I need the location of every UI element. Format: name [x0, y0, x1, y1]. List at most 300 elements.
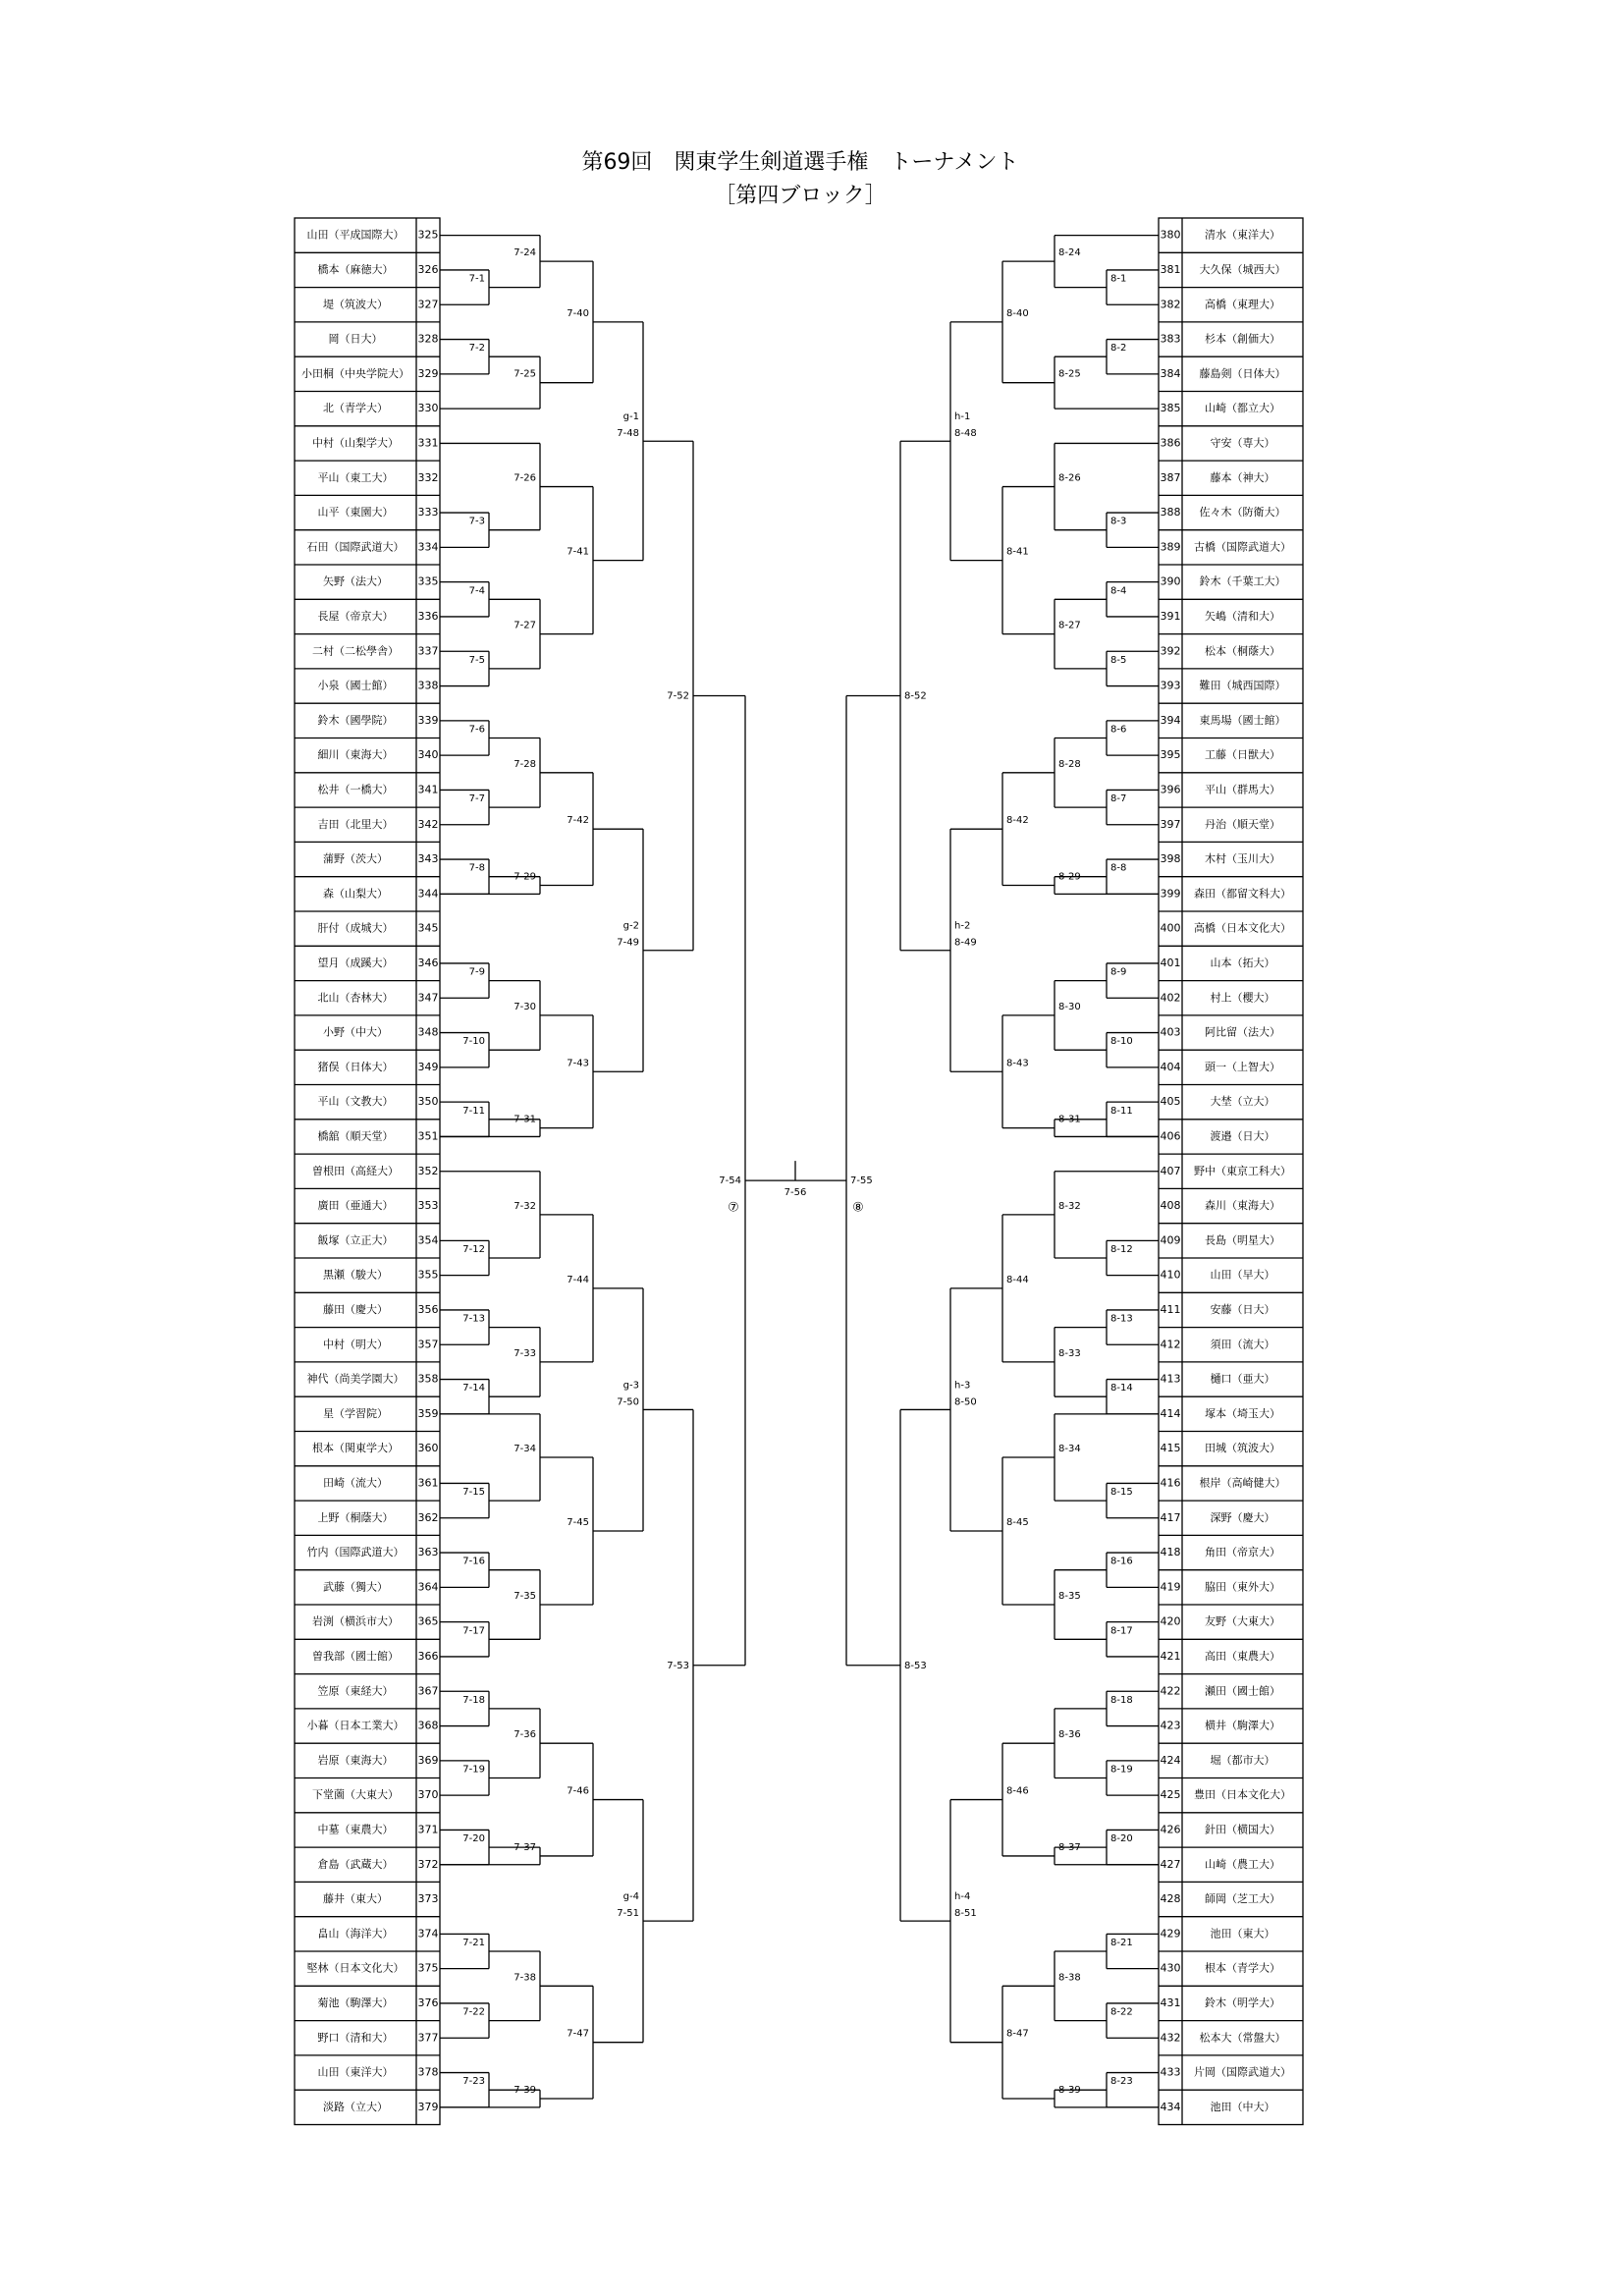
player-number: 329: [417, 366, 439, 380]
match-label: 8-16: [1110, 1556, 1133, 1567]
player-number: 430: [1160, 1961, 1181, 1975]
match-label: 7-6: [468, 724, 485, 736]
player-number: 410: [1160, 1268, 1181, 1282]
match-label: 7-39: [514, 2085, 536, 2097]
player-number: 352: [417, 1164, 439, 1177]
player-name: 倉島（武蔵大）: [317, 1857, 394, 1871]
match-label: 7-4: [468, 585, 485, 597]
match-label: 8-3: [1110, 516, 1127, 527]
player-name: 鈴木（國學院）: [317, 713, 394, 727]
player-number: 372: [417, 1857, 439, 1871]
match-label: 7-29: [514, 871, 536, 883]
match-label: 7-34: [514, 1443, 536, 1454]
player-name: 小暮（日本工業大）: [306, 1719, 405, 1732]
match-label: 7-44: [567, 1274, 589, 1285]
match-label: 7-14: [462, 1383, 485, 1394]
player-name: 深野（慶大）: [1210, 1510, 1275, 1524]
match-label: 7-3: [468, 516, 485, 527]
player-number: 401: [1160, 956, 1181, 969]
match-label: 7-33: [514, 1347, 536, 1359]
match-label: 8-44: [1006, 1274, 1029, 1285]
player-number: 330: [417, 402, 439, 415]
player-number: 346: [417, 956, 439, 969]
player-name: 吉田（北里大）: [317, 817, 394, 831]
player-name: 大埜（立大）: [1210, 1095, 1275, 1109]
player-number: 340: [417, 748, 439, 762]
player-number: 411: [1160, 1302, 1181, 1316]
player-name: 上野（桐蔭大）: [317, 1510, 394, 1524]
player-name: 針田（横国大）: [1205, 1823, 1280, 1836]
player-name: 野中（東京工科大）: [1194, 1164, 1291, 1177]
player-number: 337: [417, 644, 439, 658]
match-label: 7-22: [462, 2006, 485, 2018]
player-name: 頭一（上智大）: [1205, 1060, 1280, 1073]
player-name: 杉本（創価大）: [1205, 332, 1280, 346]
player-name: 山田（早大）: [1210, 1268, 1275, 1282]
player-name: 飯塚（立正大）: [317, 1233, 394, 1247]
player-name: 笠原（東経大）: [317, 1684, 394, 1698]
player-number: 396: [1160, 783, 1181, 796]
player-number: 326: [417, 262, 439, 276]
player-number: 393: [1160, 679, 1181, 692]
match-label: 7-24: [514, 247, 536, 259]
player-name: 高橋（東理大）: [1205, 298, 1280, 311]
player-number: 413: [1160, 1372, 1181, 1386]
match-label: 8-18: [1110, 1694, 1133, 1706]
player-name: 佐々木（防衛大）: [1199, 506, 1286, 519]
match-label: 7-13: [462, 1313, 485, 1325]
player-name: 岡（日大）: [328, 332, 383, 346]
player-name: 野口（清和大）: [317, 2031, 394, 2045]
match-label: 8-22: [1110, 2006, 1133, 2018]
player-number: 431: [1160, 1995, 1181, 2009]
match-label: 8-32: [1058, 1200, 1081, 1212]
player-name: 中村（明大）: [323, 1338, 388, 1351]
match-label: 7-10: [462, 1036, 485, 1048]
match-label: 7-37: [514, 1841, 536, 1853]
player-number: 408: [1160, 1199, 1181, 1213]
player-number: 357: [417, 1338, 439, 1351]
match-label: 8-10: [1110, 1036, 1133, 1048]
player-name: 堤（筑波大）: [323, 298, 388, 311]
player-number: 385: [1160, 402, 1181, 415]
player-number: 433: [1160, 2065, 1181, 2079]
player-name: 山崎（都立大）: [1205, 402, 1280, 415]
match-label: 7-18: [462, 1694, 485, 1706]
player-number: 419: [1160, 1580, 1181, 1594]
player-name: 武藤（獨大）: [323, 1580, 388, 1594]
player-name: 工藤（日獣大）: [1205, 748, 1280, 762]
player-number: 331: [417, 436, 439, 450]
match-label: 8-40: [1006, 307, 1029, 319]
player-name: 黒瀬（駿大）: [323, 1268, 388, 1282]
player-name: 角田（帝京大）: [1205, 1546, 1280, 1559]
player-number: 425: [1160, 1788, 1181, 1802]
block-mark: ⑧: [852, 1200, 864, 1216]
player-name: 山田（平成国際大）: [306, 228, 405, 242]
group-label: h-1: [954, 411, 971, 423]
match-label: 7-12: [462, 1244, 485, 1255]
match-label: 7-53: [667, 1660, 689, 1671]
player-number: 415: [1160, 1442, 1181, 1455]
player-number: 338: [417, 679, 439, 692]
player-name: 松本大（常盤大）: [1199, 2031, 1286, 2045]
player-name: 大久保（城西大）: [1199, 262, 1286, 276]
match-label: 7-19: [462, 1764, 485, 1776]
match-label: 7-38: [514, 1972, 536, 1984]
match-label: 7-50: [617, 1396, 639, 1408]
player-name: 畠山（海洋大）: [317, 1927, 394, 1941]
match-label: 7-31: [514, 1114, 536, 1125]
player-number: 384: [1160, 366, 1181, 380]
player-name: 菊池（駒澤大）: [317, 1995, 394, 2009]
group-label: g-4: [622, 1891, 639, 1903]
player-number: 377: [417, 2031, 439, 2045]
player-number: 421: [1160, 1649, 1181, 1663]
player-number: 403: [1160, 1025, 1181, 1039]
match-label: 7-23: [462, 2076, 485, 2088]
player-number: 397: [1160, 817, 1181, 831]
player-name: 平山（群馬大）: [1205, 783, 1280, 796]
semifinal-label: 7-54: [719, 1175, 741, 1187]
player-number: 328: [417, 332, 439, 346]
player-number: 395: [1160, 748, 1181, 762]
player-number: 381: [1160, 262, 1181, 276]
match-label: 8-28: [1058, 758, 1081, 770]
player-name: 池田（中大）: [1210, 2100, 1275, 2113]
player-name: 北山（杏林大）: [317, 991, 394, 1005]
player-number: 356: [417, 1302, 439, 1316]
player-name: 鈴木（千葉工大）: [1199, 574, 1286, 588]
player-number: 348: [417, 1025, 439, 1039]
player-number: 353: [417, 1199, 439, 1213]
player-name: 森田（都留文科大）: [1194, 887, 1291, 901]
match-label: 8-48: [954, 428, 977, 440]
player-name: 渡邉（日大）: [1210, 1129, 1275, 1143]
match-label: 7-43: [567, 1058, 589, 1069]
match-label: 8-26: [1058, 472, 1081, 484]
player-name: 矢野（法大）: [323, 574, 388, 588]
match-label: 7-36: [514, 1729, 536, 1741]
player-name: 中墓（東農大）: [317, 1823, 394, 1836]
player-name: 小泉（國士館）: [317, 679, 394, 692]
player-number: 347: [417, 991, 439, 1005]
match-label: 8-35: [1058, 1591, 1081, 1602]
player-name: 片岡（国際武道大）: [1194, 2065, 1291, 2079]
player-number: 412: [1160, 1338, 1181, 1351]
player-name: 松井（一橋大）: [317, 783, 394, 796]
match-label: 8-25: [1058, 368, 1081, 380]
player-number: 390: [1160, 574, 1181, 588]
player-number: 387: [1160, 470, 1181, 484]
player-name: 小野（中大）: [323, 1025, 388, 1039]
player-number: 364: [417, 1580, 439, 1594]
player-number: 422: [1160, 1684, 1181, 1698]
player-number: 417: [1160, 1510, 1181, 1524]
match-label: 7-35: [514, 1591, 536, 1602]
match-label: 8-2: [1110, 343, 1127, 355]
player-number: 341: [417, 783, 439, 796]
player-name: 二村（二松學舎）: [312, 644, 399, 658]
player-number: 358: [417, 1372, 439, 1386]
player-name: 樋口（亜大）: [1210, 1372, 1275, 1386]
player-name: 須田（流大）: [1210, 1338, 1275, 1351]
player-name: 藤島剣（日体大）: [1199, 366, 1286, 380]
player-number: 405: [1160, 1095, 1181, 1109]
player-number: 339: [417, 713, 439, 727]
player-number: 332: [417, 470, 439, 484]
match-label: 8-52: [904, 690, 927, 702]
match-label: 8-29: [1058, 871, 1081, 883]
player-number: 361: [417, 1476, 439, 1490]
player-number: 373: [417, 1892, 439, 1906]
player-name: 鈴木（明学大）: [1205, 1995, 1280, 2009]
player-number: 325: [417, 228, 439, 242]
match-label: 7-42: [567, 815, 589, 827]
player-name: 難田（城西国際）: [1199, 679, 1286, 692]
player-name: 豊田（日本文化大）: [1194, 1788, 1291, 1802]
group-label: h-2: [954, 920, 971, 932]
player-name: 堅林（日本文化大）: [306, 1961, 405, 1975]
player-number: 394: [1160, 713, 1181, 727]
match-label: 8-1: [1110, 273, 1127, 285]
player-name: 清水（東洋大）: [1205, 228, 1280, 242]
player-name: 脇田（東外大）: [1205, 1580, 1280, 1594]
player-number: 406: [1160, 1129, 1181, 1143]
player-name: 友野（大東大）: [1205, 1614, 1280, 1628]
player-name: 高田（東農大）: [1205, 1649, 1280, 1663]
player-number: 370: [417, 1788, 439, 1802]
match-label: 7-41: [567, 546, 589, 558]
player-name: 山崎（農工大）: [1205, 1857, 1280, 1871]
player-name: 曽我部（國士館）: [312, 1649, 399, 1663]
match-label: 8-49: [954, 937, 977, 949]
match-label: 8-7: [1110, 793, 1127, 805]
player-number: 382: [1160, 298, 1181, 311]
match-label: 7-48: [617, 428, 639, 440]
player-number: 398: [1160, 852, 1181, 866]
player-name: 肝付（成城大）: [317, 921, 394, 935]
match-label: 8-19: [1110, 1764, 1133, 1776]
match-label: 7-52: [667, 690, 689, 702]
match-label: 7-49: [617, 937, 639, 949]
match-label: 7-26: [514, 472, 536, 484]
player-name: 丹治（順天堂）: [1205, 817, 1280, 831]
player-name: 根本（青学大）: [1205, 1961, 1280, 1975]
player-name: 長屋（帝京大）: [317, 609, 394, 623]
player-number: 369: [417, 1753, 439, 1767]
player-number: 407: [1160, 1164, 1181, 1177]
player-number: 414: [1160, 1406, 1181, 1420]
match-label: 8-39: [1058, 2085, 1081, 2097]
player-number: 374: [417, 1927, 439, 1941]
match-label: 7-32: [514, 1200, 536, 1212]
match-label: 8-36: [1058, 1729, 1081, 1741]
match-label: 7-21: [462, 1938, 485, 1948]
player-number: 427: [1160, 1857, 1181, 1871]
player-name: 蒲野（茨大）: [323, 852, 388, 866]
match-label: 8-13: [1110, 1313, 1133, 1325]
match-label: 8-46: [1006, 1785, 1029, 1797]
player-name: 森（山梨大）: [323, 887, 388, 901]
match-label: 8-50: [954, 1396, 977, 1408]
player-name: 田崎（流大）: [323, 1476, 388, 1490]
page-subtitle: ［第四ブロック］: [714, 184, 887, 208]
match-label: 7-7: [468, 793, 485, 805]
match-label: 7-28: [514, 758, 536, 770]
player-name: 岩原（東海大）: [317, 1753, 394, 1767]
final-label: 7-56: [784, 1187, 807, 1199]
page-title: 第69回 関東学生剣道選手権 トーナメント: [581, 150, 1019, 175]
player-number: 343: [417, 852, 439, 866]
player-name: 藤井（東大）: [323, 1892, 388, 1906]
player-name: 小田桐（中央学院大）: [301, 366, 409, 380]
match-label: 7-27: [514, 620, 536, 631]
block-mark: ⑦: [728, 1200, 739, 1216]
group-label: h-3: [954, 1380, 971, 1392]
player-number: 342: [417, 817, 439, 831]
player-name: 平山（東工大）: [317, 470, 394, 484]
player-name: 藤本（神大）: [1210, 470, 1275, 484]
match-label: 8-12: [1110, 1244, 1133, 1255]
player-number: 354: [417, 1233, 439, 1247]
player-number: 333: [417, 506, 439, 519]
player-name: 池田（東大）: [1210, 1927, 1275, 1941]
semifinal-label: 7-55: [850, 1175, 873, 1187]
player-number: 327: [417, 298, 439, 311]
player-name: 塚本（埼玉大）: [1205, 1406, 1280, 1420]
player-name: 藤田（慶大）: [323, 1302, 388, 1316]
player-number: 359: [417, 1406, 439, 1420]
match-label: 7-5: [468, 654, 485, 666]
match-label: 8-30: [1058, 1001, 1081, 1012]
player-name: 山田（東洋大）: [317, 2065, 394, 2079]
match-label: 7-46: [567, 1785, 589, 1797]
player-name: 東馬場（國士館）: [1199, 713, 1286, 727]
match-label: 7-51: [617, 1908, 639, 1920]
match-label: 8-38: [1058, 1972, 1081, 1984]
match-label: 8-47: [1006, 2028, 1029, 2040]
player-name: 石田（国際武道大）: [306, 540, 405, 554]
match-label: 8-37: [1058, 1841, 1081, 1853]
player-name: 守安（専大）: [1210, 436, 1275, 450]
player-name: 阿比留（法大）: [1205, 1025, 1280, 1039]
match-label: 8-17: [1110, 1625, 1133, 1637]
match-label: 8-42: [1006, 815, 1029, 827]
player-name: 堀（都市大）: [1210, 1753, 1275, 1767]
match-label: 8-43: [1006, 1058, 1029, 1069]
player-name: 山平（東園大）: [317, 506, 394, 519]
match-label: 8-14: [1110, 1383, 1133, 1394]
match-label: 7-30: [514, 1001, 536, 1012]
player-number: 418: [1160, 1546, 1181, 1559]
player-number: 428: [1160, 1892, 1181, 1906]
player-number: 334: [417, 540, 439, 554]
player-name: 根岸（高崎健大）: [1199, 1476, 1286, 1490]
player-number: 383: [1160, 332, 1181, 346]
player-number: 404: [1160, 1060, 1181, 1073]
match-label: 8-51: [954, 1908, 977, 1920]
player-name: 瀬田（國士館）: [1205, 1684, 1280, 1698]
player-name: 廣田（亜通大）: [317, 1199, 394, 1213]
player-name: 中村（山梨学大）: [312, 436, 399, 450]
player-number: 392: [1160, 644, 1181, 658]
player-name: 星（学習院）: [323, 1406, 388, 1420]
player-name: 橋本（麻徳大）: [317, 262, 394, 276]
player-number: 416: [1160, 1476, 1181, 1490]
match-label: 7-17: [462, 1625, 485, 1637]
match-label: 8-5: [1110, 654, 1127, 666]
match-label: 7-2: [468, 343, 485, 355]
player-number: 380: [1160, 228, 1181, 242]
player-number: 355: [417, 1268, 439, 1282]
player-name: 横井（駒澤大）: [1205, 1719, 1280, 1732]
player-name: 村上（櫻大）: [1210, 991, 1275, 1005]
player-number: 363: [417, 1546, 439, 1559]
player-name: 下堂薗（大東大）: [312, 1788, 399, 1802]
match-label: 8-27: [1058, 620, 1081, 631]
player-name: 細川（東海大）: [317, 748, 394, 762]
match-label: 7-9: [468, 966, 485, 978]
player-number: 434: [1160, 2100, 1181, 2113]
match-label: 8-20: [1110, 1833, 1133, 1845]
player-name: 松本（桐蔭大）: [1205, 644, 1280, 658]
group-label: g-1: [622, 411, 639, 423]
player-number: 399: [1160, 887, 1181, 901]
match-label: 8-41: [1006, 546, 1029, 558]
player-name: 望月（成蹊大）: [317, 956, 394, 969]
match-label: 7-15: [462, 1487, 485, 1499]
player-name: 古橋（国際武道大）: [1194, 540, 1291, 554]
match-label: 8-9: [1110, 966, 1127, 978]
player-number: 426: [1160, 1823, 1181, 1836]
match-label: 8-21: [1110, 1938, 1133, 1948]
match-label: 7-20: [462, 1833, 485, 1845]
match-label: 8-45: [1006, 1516, 1029, 1528]
match-label: 8-31: [1058, 1114, 1081, 1125]
player-number: 349: [417, 1060, 439, 1073]
player-number: 350: [417, 1095, 439, 1109]
player-name: 竹内（国際武道大）: [306, 1546, 405, 1559]
match-label: 7-8: [468, 862, 485, 874]
player-number: 389: [1160, 540, 1181, 554]
player-number: 432: [1160, 2031, 1181, 2045]
group-label: g-3: [622, 1380, 639, 1392]
match-label: 8-15: [1110, 1487, 1133, 1499]
player-number: 388: [1160, 506, 1181, 519]
match-label: 7-11: [462, 1105, 485, 1117]
player-number: 362: [417, 1510, 439, 1524]
match-label: 7-40: [567, 307, 589, 319]
player-number: 378: [417, 2065, 439, 2079]
group-label: h-4: [954, 1891, 971, 1903]
match-label: 8-23: [1110, 2076, 1133, 2088]
player-number: 386: [1160, 436, 1181, 450]
match-label: 8-53: [904, 1660, 927, 1671]
player-name: 曽根田（高経大）: [312, 1164, 399, 1177]
player-number: 423: [1160, 1719, 1181, 1732]
player-number: 366: [417, 1649, 439, 1663]
match-label: 8-24: [1058, 247, 1081, 259]
match-label: 7-47: [567, 2028, 589, 2040]
player-name: 北（青学大）: [323, 402, 388, 415]
player-number: 429: [1160, 1927, 1181, 1941]
player-name: 矢嶋（清和大）: [1205, 609, 1280, 623]
player-number: 402: [1160, 991, 1181, 1005]
match-label: 7-1: [468, 273, 485, 285]
match-label: 8-33: [1058, 1347, 1081, 1359]
match-label: 8-34: [1058, 1443, 1081, 1454]
